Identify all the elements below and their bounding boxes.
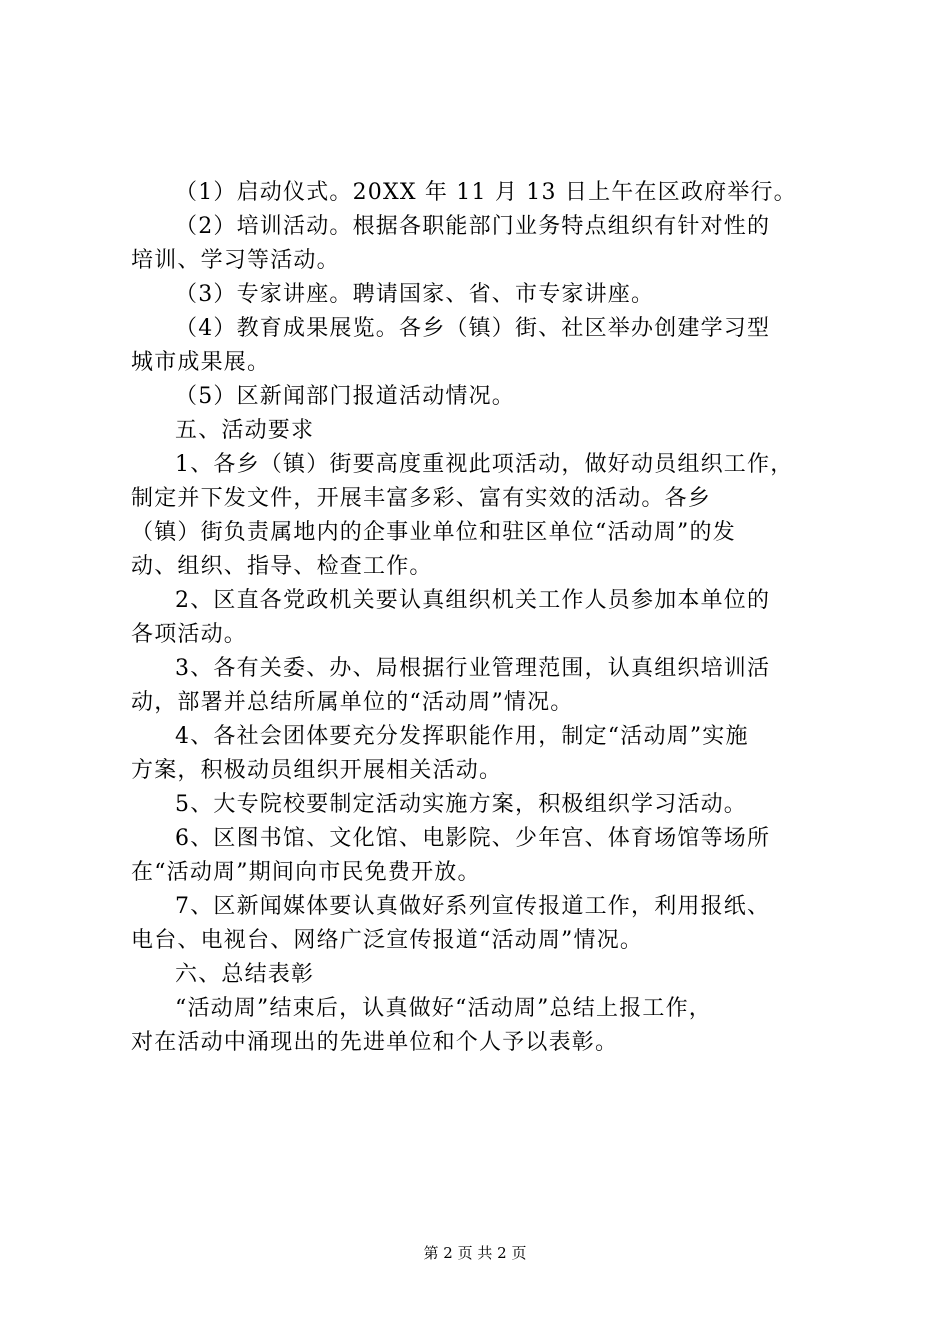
paragraph-line: （2）培训活动。根据各职能部门业务特点组织有针对性的 <box>175 214 771 239</box>
page-footer: 第 2 页 共 2 页 <box>423 1244 527 1262</box>
paragraph-line: 城市成果展。 <box>131 350 271 375</box>
paragraph-line: （5）区新闻部门报道活动情况。 <box>175 384 515 409</box>
paragraph-line: 5、大专院校要制定活动实施方案，积极组织学习活动。 <box>175 792 747 817</box>
paragraph-line: 2、区直各党政机关要认真组织机关工作人员参加本单位的 <box>175 588 771 613</box>
paragraph-line: “活动周”结束后，认真做好“活动周”总结上报工作， <box>175 996 712 1021</box>
paragraph-line: 对在活动中涌现出的先进单位和个人予以表彰。 <box>131 1030 619 1055</box>
paragraph-line: （1）启动仪式。20XX 年 11 月 13 日上午在区政府举行。 <box>175 180 797 205</box>
paragraph-line: 7、区新闻媒体要认真做好系列宣传报道工作，利用报纸、 <box>175 894 771 919</box>
paragraph-line: 6、区图书馆、文化馆、电影院、少年宫、体育场馆等场所 <box>175 826 771 851</box>
paragraph-line: 1、各乡（镇）街要高度重视此项活动，做好动员组织工作， <box>175 452 794 477</box>
paragraph-line: 4、各社会团体要充分发挥职能作用，制定“活动周”实施 <box>175 724 749 749</box>
paragraph-line: 动、组织、指导、检查工作。 <box>131 554 433 579</box>
document-body <box>131 176 831 1060</box>
paragraph-line: （镇）街负责属地内的企事业单位和驻区单位“活动周”的发 <box>131 520 736 545</box>
section-heading: 六、总结表彰 <box>175 962 315 987</box>
paragraph-line: 培训、学习等活动。 <box>131 248 340 273</box>
paragraph-line: （4）教育成果展览。各乡（镇）街、社区举办创建学习型 <box>175 316 771 341</box>
paragraph-line: 制定并下发文件，开展丰富多彩、富有实效的活动。各乡 <box>131 486 712 511</box>
paragraph-line: 方案，积极动员组织开展相关活动。 <box>131 758 503 783</box>
paragraph-line: 各项活动。 <box>131 622 248 647</box>
paragraph-line: 动，部署并总结所属单位的“活动周”情况。 <box>131 690 574 715</box>
section-heading: 五、活动要求 <box>175 418 315 443</box>
paragraph-line: 3、各有关委、办、局根据行业管理范围，认真组织培训活 <box>175 656 771 681</box>
paragraph-line: 电台、电视台、网络广泛宣传报道“活动周”情况。 <box>131 928 644 953</box>
paragraph-line: （3）专家讲座。聘请国家、省、市专家讲座。 <box>175 282 655 307</box>
paragraph-line: 在“活动周”期间向市民免费开放。 <box>131 860 481 885</box>
